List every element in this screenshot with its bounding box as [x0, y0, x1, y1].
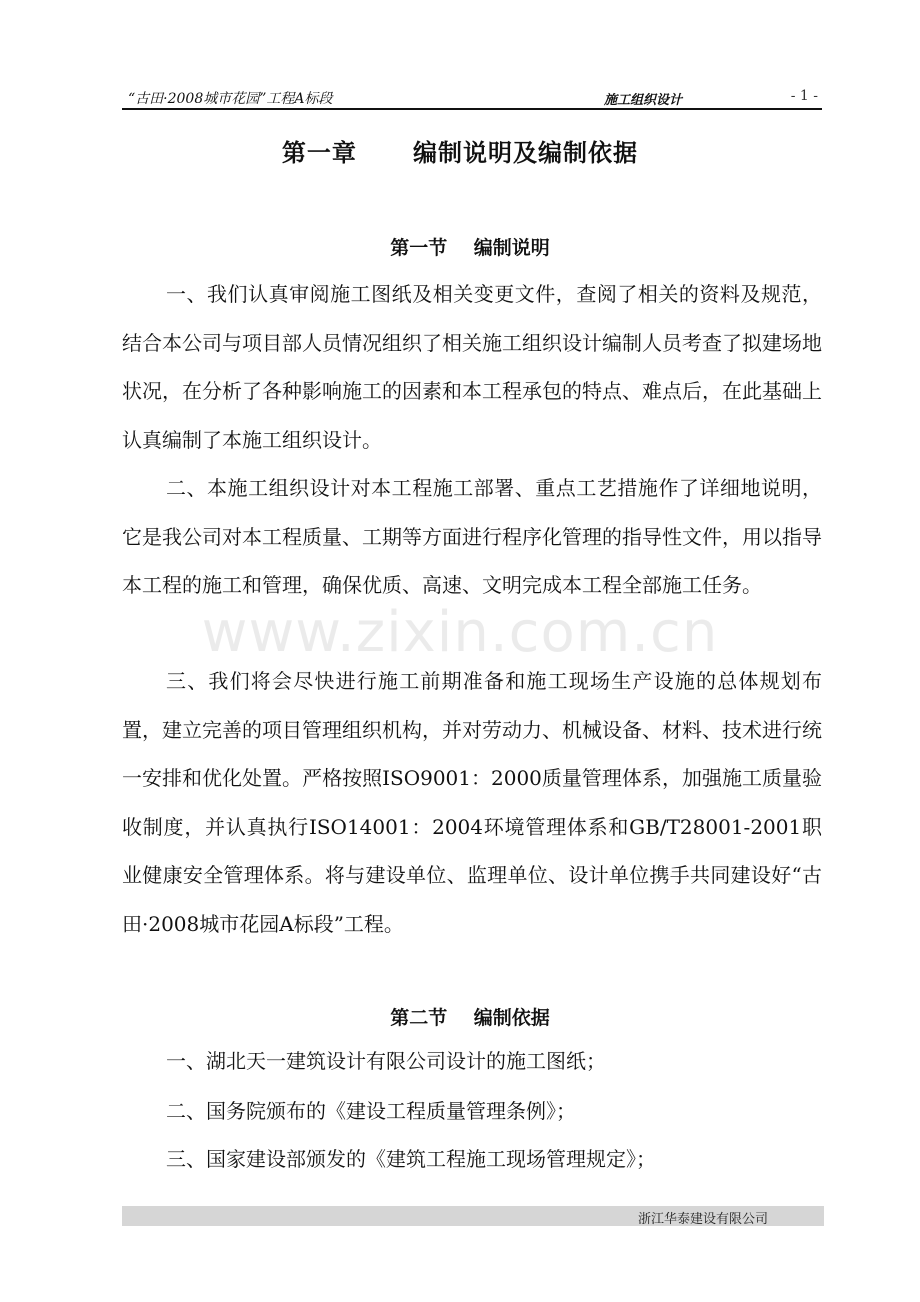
section-title-2: 第二节 编制依据 [390, 1007, 550, 1029]
watermark: www.zixin.com.cn [201, 600, 719, 665]
header-document-type: 施工组织设计 [604, 93, 683, 108]
basis-item-1: 一、湖北天一建筑设计有限公司设计的施工图纸； [166, 1049, 606, 1073]
footer-company-name: 浙江华泰建设有限公司 [637, 1212, 768, 1227]
paragraph-1: 一、我们认真审阅施工图纸及相关变更文件，查阅了相关的资料及规范，结合本公司与项目部人员情况组织了相关施工组织设计编制人员考查了拟建场地状况，在分析了各种影响施工的因素和本工程承包的特点、难点后，在此基础上认真编制了本施工组织设计。 [122, 282, 822, 452]
section-title-1: 第一节 编制说明 [390, 237, 550, 259]
header-page-number: - 1 - [790, 88, 818, 104]
basis-item-3: 三、国家建设部颁发的《建筑工程施工现场管理规定》； [166, 1147, 656, 1171]
basis-item-2: 二、国务院颁布的《建设工程质量管理条例》； [166, 1099, 576, 1123]
chapter-title: 第一章 编制说明及编制依据 [281, 139, 639, 167]
page-footer [122, 1206, 824, 1226]
paragraph-2: 二、本施工组织设计对本工程施工部署、重点工艺措施作了详细地说明，它是我公司对本工程质量、工期等方面进行程序化管理的指导性文件，用以指导本工程的施工和管理，确保优质、高速、文明完成本工程全部施工任务。 [122, 476, 822, 597]
paragraph-3: 三、我们将会尽快进行施工前期准备和施工现场生产设施的总体规划布置，建立完善的项目管理组织机构，并对劳动力、机械设备、材料、技术进行统一安排和优化处置。严格按照ISO9001：2000质量管理体系，加强施工质量验收制度，并认真执行ISO14001：2004环境管理体系和GB/T28001-2001职业健康安全管理体系。将与建设单位、监理单位、设计单位携手共同建设好“古田·2008城市花园A标段”工程。 [122, 669, 822, 936]
page-header [122, 86, 822, 110]
header-project-title: “古田·2008城市花园”工程A标段 [128, 91, 333, 107]
